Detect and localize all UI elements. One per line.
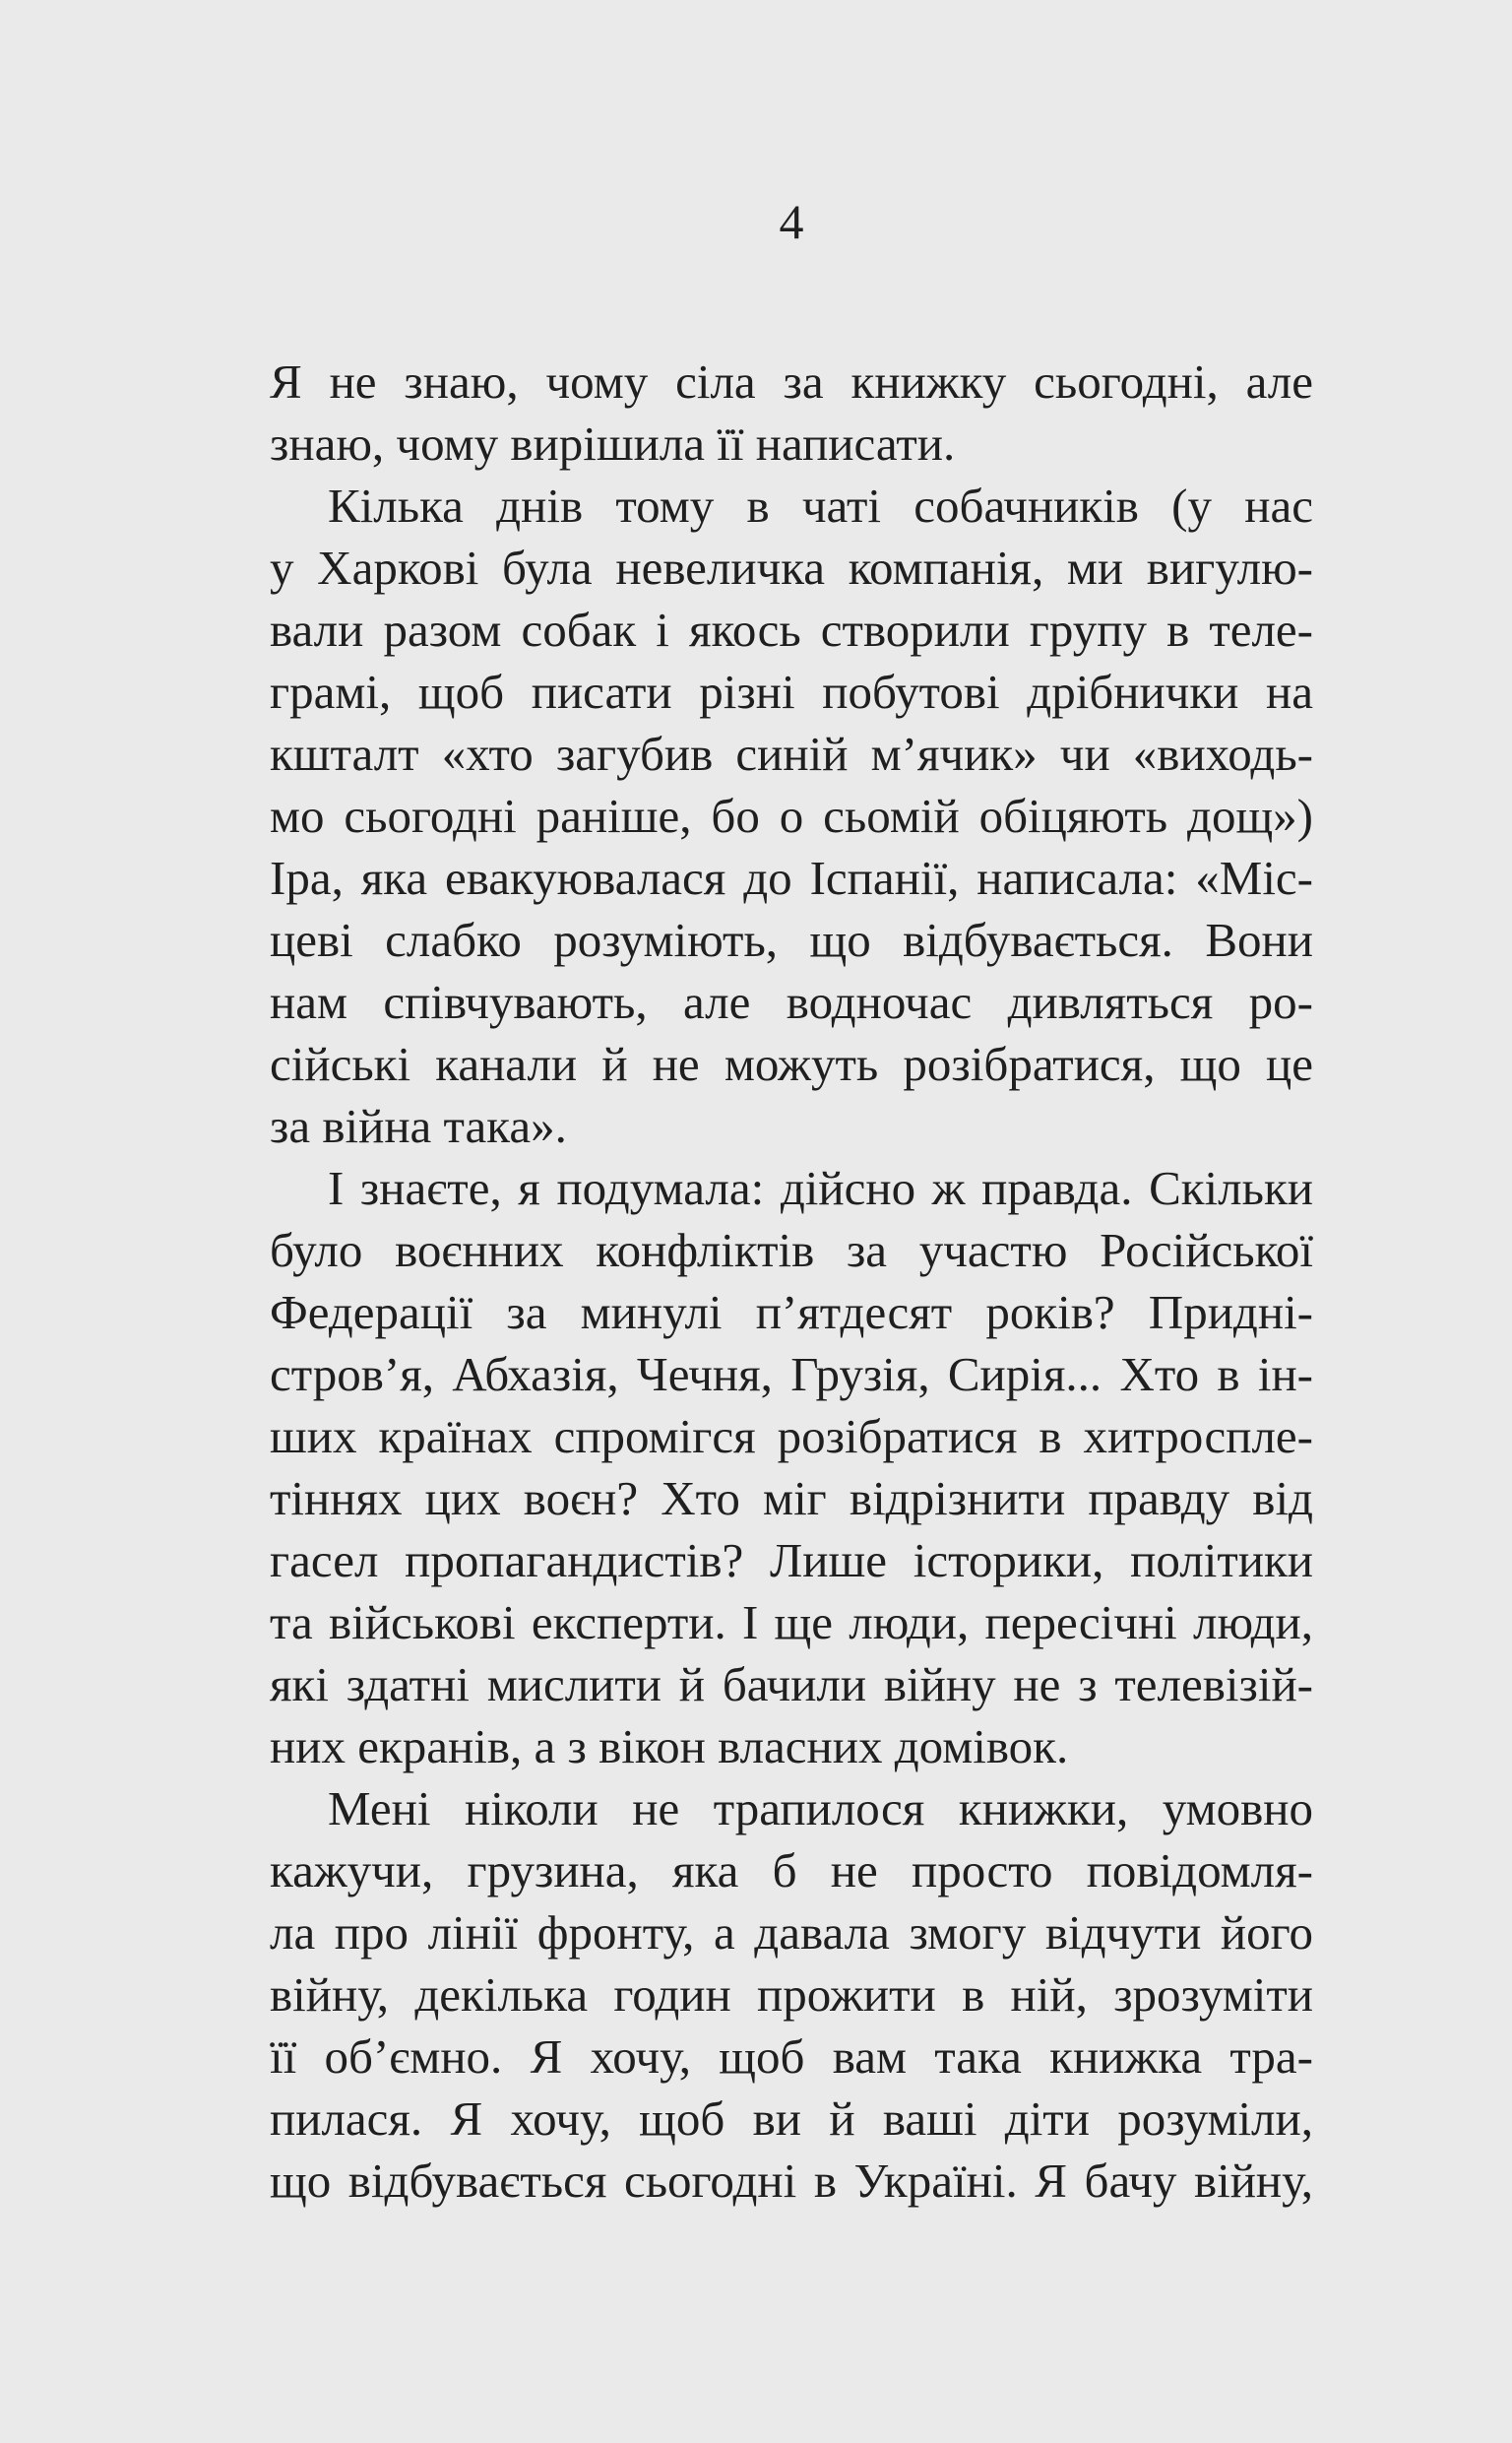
text-line: її об’ємно. Я хочу, щоб вам така книжка тра- [270, 2029, 1313, 2084]
page-text [270, 351, 1313, 2212]
text-line: кшталт «хто загубив синій м’ячик» чи «виходь- [270, 727, 1313, 781]
text-line: у Харкові була невеличка компанія, ми вигулю- [270, 541, 1313, 595]
text-line: за війна така». [270, 1099, 567, 1153]
text-line: Мені ніколи не трапилося книжки, умовно [328, 1781, 1313, 1835]
text-line: Іра, яка евакуювалася до Іспанії, написала: «Міс- [270, 851, 1313, 905]
text-line: війну, декілька годин прожити в ній, зрозуміти [270, 1967, 1313, 2022]
text-line: вали разом собак і якось створили групу в теле- [270, 603, 1313, 657]
text-line: тіннях цих воєн? Хто міг відрізнити правду від [270, 1471, 1313, 1525]
text-line: було воєнних конфліктів за участю Російської [270, 1223, 1313, 1277]
text-line: Федерації за минулі п’ятдесят років? Придні- [270, 1285, 1313, 1339]
text-line: що відбувається сьогодні в Україні. Я бачу війну, [270, 2154, 1313, 2208]
text-line: цеві слабко розуміють, що відбувається. Вони [270, 913, 1313, 967]
text-line: нам співчувають, але водночас дивляться ро- [270, 975, 1313, 1029]
text-line: грамі, щоб писати різні побутові дрібнички на [270, 665, 1313, 719]
text-line: знаю, чому вирішила її написати. [270, 417, 956, 471]
text-line: І знаєте, я подумала: дійсно ж правда. Скільки [328, 1161, 1313, 1215]
page-number: 4 [779, 194, 804, 249]
text-line: них екранів, а з вікон власних домівок. [270, 1719, 1069, 1773]
text-line: які здатні мислити й бачили війну не з телевізій- [270, 1657, 1313, 1711]
text-line: Я не знаю, чому сіла за книжку сьогодні, але [270, 354, 1313, 409]
text-line: пилася. Я хочу, щоб ви й ваші діти розуміли, [270, 2091, 1313, 2146]
text-line: та військові експерти. І ще люди, пересічні люди, [270, 1595, 1313, 1649]
text-line: стров’я, Абхазія, Чечня, Грузія, Сирія... Хто в ін- [270, 1347, 1313, 1401]
text-line: Кілька днів тому в чаті собачників (у нас [328, 479, 1313, 533]
text-line: гасел пропагандистів? Лише історики, політики [270, 1533, 1313, 1587]
text-line: ших країнах спромігся розібратися в хитроспле- [270, 1409, 1313, 1463]
text-line: ла про лінії фронту, а давала змогу відчути його [270, 1905, 1313, 1960]
text-line: сійські канали й не можуть розібратися, що це [270, 1037, 1313, 1091]
text-line: мо сьогодні раніше, бо о сьомій обіцяють дощ») [270, 789, 1313, 843]
text-line: кажучи, грузина, яка б не просто повідомля- [270, 1843, 1313, 1897]
